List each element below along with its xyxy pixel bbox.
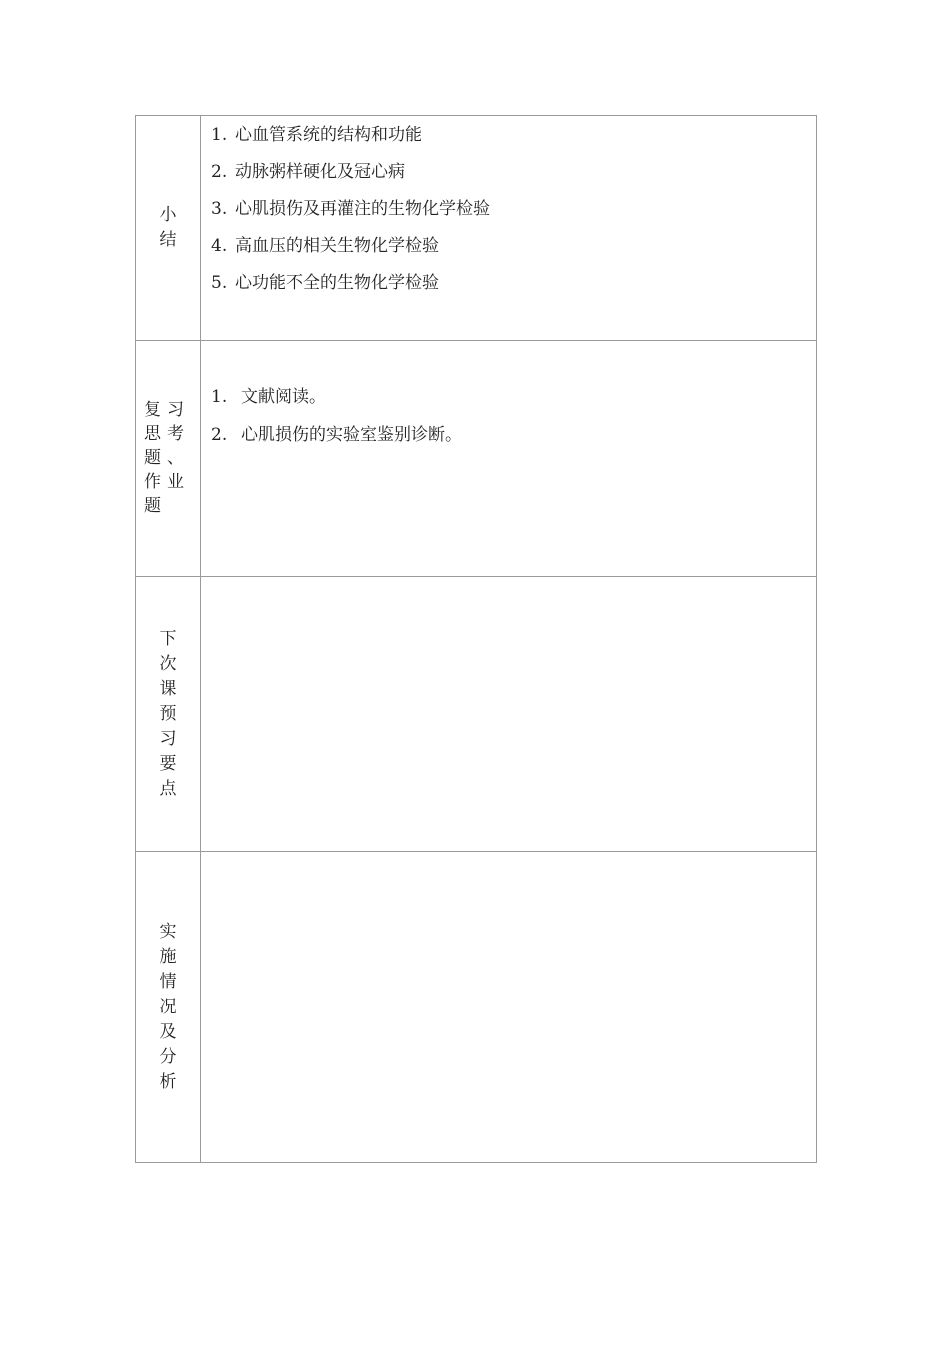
summary-label: 小结 [159,205,177,250]
list-item [211,271,816,308]
implementation-label: 实施情况及分析 [159,921,177,1092]
list-item [211,160,816,197]
item-number: 3. [211,199,228,219]
item-number: 2. [211,425,228,445]
preview-content-cell [201,577,817,852]
preview-label-cell [136,577,201,852]
item-text: 文献阅读。 [241,387,326,407]
review-label: 复习思考题、作业题 [144,400,190,516]
list-item [211,197,816,234]
list-item [211,123,816,160]
preview-label: 下次课预习要点 [159,628,177,799]
item-text: 心肌损伤及再灌注的生物化学检验 [235,199,490,219]
item-number: 1. [211,125,228,145]
review-content-cell [201,341,817,577]
summary-row [136,116,817,341]
item-text: 心血管系统的结构和功能 [235,125,422,145]
item-number: 2. [211,162,228,182]
implementation-content-cell [201,852,817,1163]
item-number: 1. [211,387,228,407]
list-item [211,385,816,423]
summary-label-cell [136,116,201,341]
item-text: 高血压的相关生物化学检验 [235,236,439,256]
list-item [211,423,816,461]
item-text: 动脉粥样硬化及冠心病 [235,162,405,182]
summary-list [201,116,816,308]
implementation-row [136,852,817,1163]
item-text: 心功能不全的生物化学检验 [235,273,439,293]
review-label-cell [136,341,201,577]
list-item [211,234,816,271]
review-list [201,341,816,461]
item-text: 心肌损伤的实验室鉴别诊断。 [241,425,462,445]
implementation-label-cell [136,852,201,1163]
summary-content-cell [201,116,817,341]
preview-row [136,577,817,852]
review-row [136,341,817,577]
item-number: 4. [211,236,228,256]
lesson-plan-table [135,115,817,1163]
item-number: 5. [211,273,228,293]
